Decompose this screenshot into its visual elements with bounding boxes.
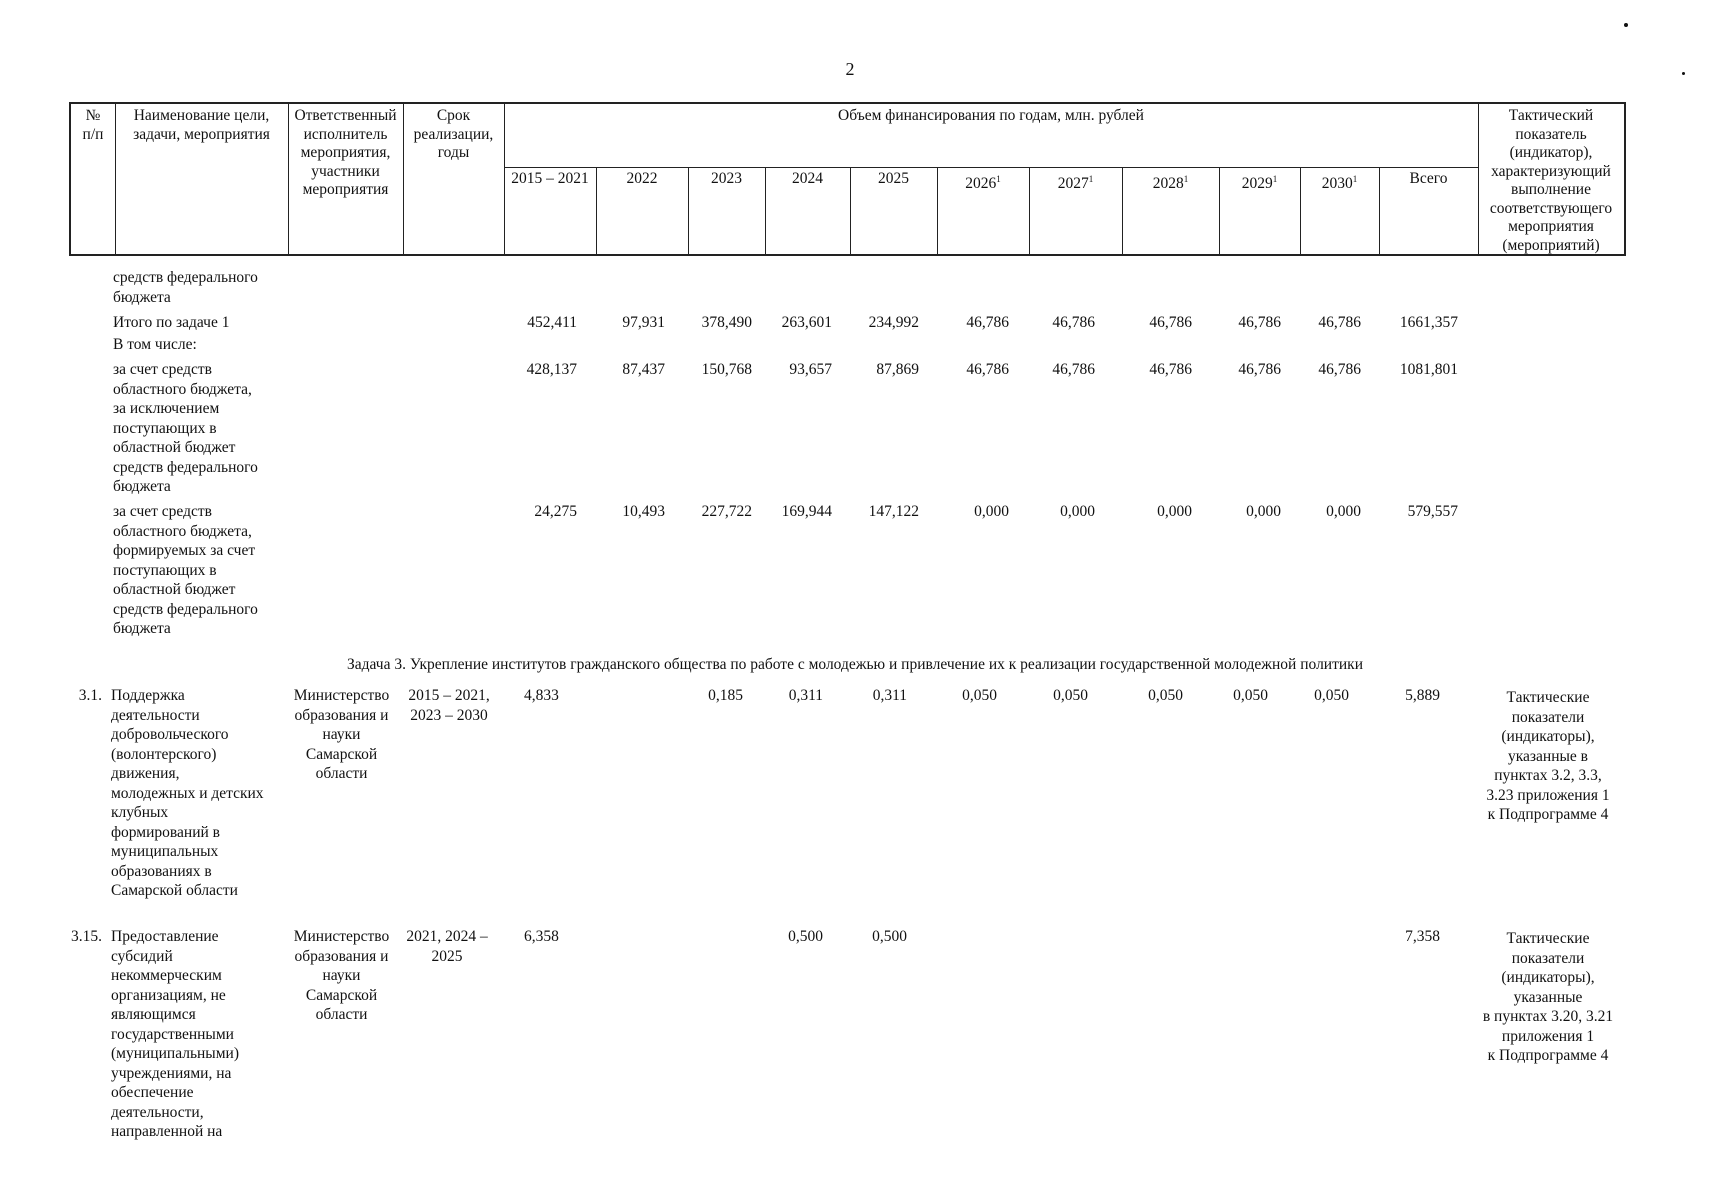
including-label: В том числе: bbox=[113, 336, 197, 353]
cell-value: 0,000 bbox=[974, 503, 1009, 520]
cell-value: 579,557 bbox=[1407, 503, 1458, 520]
cell-value: 97,931 bbox=[622, 314, 665, 331]
item-indicator: Тактические показатели (индикаторы), указанные в пунктах 3.20, 3.21 приложения 1 к Подпрограмме 4 bbox=[1482, 930, 1614, 1064]
header-executor: Ответственный исполнитель мероприятия, участники мероприятия bbox=[294, 107, 397, 198]
cell-value: 5,889 bbox=[1405, 687, 1440, 704]
cell-value: 452,411 bbox=[527, 314, 577, 331]
cell-value: 147,122 bbox=[868, 503, 919, 520]
cell-value: 0,050 bbox=[962, 687, 997, 704]
header-year: 2022 bbox=[626, 170, 658, 187]
item-executor: Министерство образования и науки Самарской области bbox=[293, 928, 390, 1023]
cell-value: 0,500 bbox=[788, 928, 823, 945]
row-label-regional-fed: за счет средств областного бюджета, формируемых за счет поступающих в областной бюджет средств федерального бюджета bbox=[113, 503, 258, 637]
cell-value: 0,000 bbox=[1060, 503, 1095, 520]
item-executor: Министерство образования и науки Самарской области bbox=[293, 687, 390, 782]
cell-value: 10,493 bbox=[622, 503, 665, 520]
cell-value: 6,358 bbox=[524, 928, 559, 945]
item-term: 2021, 2024 – 2025 bbox=[406, 928, 488, 965]
header-year: 2029$^1$ bbox=[1241, 174, 1278, 193]
item-number: 3.1. bbox=[78, 687, 102, 704]
task-title: Задача 3. Укрепление институтов гражданского общества по работе с молодежью и привлечение их к реализации государственной молодежной политики bbox=[347, 656, 1363, 673]
header-term: Срок реализации, годы bbox=[413, 107, 494, 161]
carry-over-text: средств федерального бюджета bbox=[113, 269, 258, 306]
table-header bbox=[69, 102, 1626, 256]
cell-value: 378,490 bbox=[701, 314, 752, 331]
cell-value: 0,050 bbox=[1233, 687, 1268, 704]
cell-value: 0,185 bbox=[708, 687, 743, 704]
cell-value: 0,050 bbox=[1053, 687, 1088, 704]
cell-value: 0,050 bbox=[1148, 687, 1183, 704]
item-name: Поддержка деятельности добровольческого (волонтерского) движения, молодежных и детских клубных формирований в муниципальных образованиях в Самарской области bbox=[111, 687, 264, 899]
cell-value: 46,786 bbox=[966, 361, 1009, 378]
cell-value: 46,786 bbox=[1052, 361, 1095, 378]
cell-value: 24,275 bbox=[534, 503, 577, 520]
header-year: 2028$^1$ bbox=[1152, 174, 1189, 193]
cell-value: 46,786 bbox=[1149, 314, 1192, 331]
cell-value: 1081,801 bbox=[1399, 361, 1458, 378]
cell-value: 87,437 bbox=[622, 361, 665, 378]
cell-value: 46,786 bbox=[1238, 314, 1281, 331]
cell-value: 93,657 bbox=[789, 361, 832, 378]
cell-value: 0,000 bbox=[1246, 503, 1281, 520]
cell-value: 87,869 bbox=[876, 361, 919, 378]
header-finance: Объем финансирования по годам, млн. рублей bbox=[838, 107, 1144, 124]
item-name: Предоставление субсидий некоммерческим организациям, не являющимся государственными (муниципальными) учреждениями, на обеспечение деятельности, направленной на bbox=[111, 928, 239, 1140]
cell-value: 0,000 bbox=[1157, 503, 1192, 520]
header-year: 2025 bbox=[878, 170, 909, 187]
page-number: 2 bbox=[845, 59, 855, 79]
header-name: Наименование цели, задачи, мероприятия bbox=[133, 107, 270, 143]
header-year: 2030$^1$ bbox=[1321, 174, 1358, 193]
cell-value: 169,944 bbox=[781, 503, 832, 520]
cell-value: 4,833 bbox=[524, 687, 559, 704]
cell-value: 46,786 bbox=[1149, 361, 1192, 378]
row-label-total: Итого по задаче 1 bbox=[113, 314, 230, 331]
item-term: 2015 – 2021, 2023 – 2030 bbox=[408, 687, 490, 724]
cell-value: 0,311 bbox=[872, 687, 907, 704]
cell-value: 0,000 bbox=[1326, 503, 1361, 520]
header-year: 2023 bbox=[711, 170, 742, 187]
cell-value: 0,311 bbox=[788, 687, 823, 704]
cell-value: 46,786 bbox=[1052, 314, 1095, 331]
header-num: № п/п bbox=[82, 107, 104, 143]
item-indicator: Тактические показатели (индикаторы), указанные в пунктах 3.2, 3.3, 3.23 приложения 1 к Подпрограмме 4 bbox=[1486, 689, 1610, 823]
cell-value: 150,768 bbox=[701, 361, 752, 378]
cell-value: 234,992 bbox=[868, 314, 919, 331]
cell-value: 46,786 bbox=[966, 314, 1009, 331]
cell-value: 428,137 bbox=[526, 361, 577, 378]
cell-value: 0,500 bbox=[872, 928, 907, 945]
item-number: 3.15. bbox=[71, 928, 102, 945]
header-year: 2015 – 2021 bbox=[511, 170, 589, 187]
cell-value: 1661,357 bbox=[1399, 314, 1458, 331]
cell-value: 7,358 bbox=[1405, 928, 1440, 945]
cell-value: 227,722 bbox=[701, 503, 752, 520]
row-label-regional-excl: за счет средств областного бюджета, за исключением поступающих в областной бюджет средств федерального бюджета bbox=[113, 361, 258, 495]
header-year: Всего bbox=[1409, 170, 1448, 187]
cell-value: 46,786 bbox=[1318, 314, 1361, 331]
header-indicator: Тактический показатель (индикатор), характеризующий выполнение соответствующего мероприятия (мероприятий) bbox=[1489, 107, 1613, 254]
cell-value: 46,786 bbox=[1238, 361, 1281, 378]
header-year: 2024 bbox=[792, 170, 823, 187]
scan-speck bbox=[1682, 72, 1685, 75]
header-year: 2026$^1$ bbox=[965, 174, 1001, 193]
header-year: 2027$^1$ bbox=[1057, 174, 1094, 193]
cell-value: 46,786 bbox=[1318, 361, 1361, 378]
cell-value: 263,601 bbox=[781, 314, 832, 331]
scan-speck bbox=[1624, 23, 1628, 27]
cell-value: 0,050 bbox=[1314, 687, 1349, 704]
